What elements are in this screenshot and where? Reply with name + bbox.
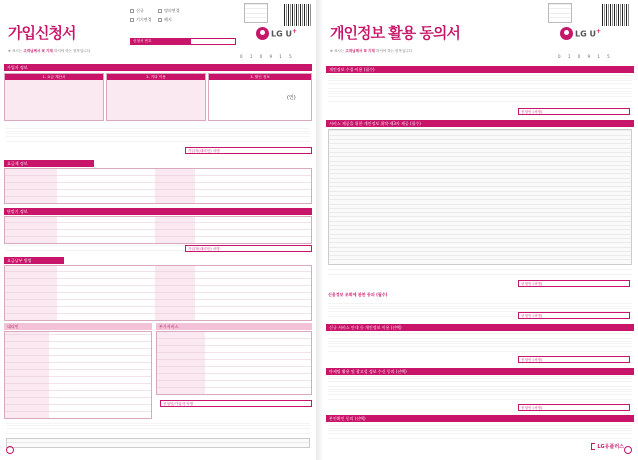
section-applicant: 가입자 정보 — [4, 64, 312, 71]
lgu-logo-icon-2 — [560, 27, 573, 40]
section-device: 단말기 정보 — [4, 208, 312, 215]
consent-section-5: 마케팅 활용 및 광고성 정보 수신 동의 (선택) — [326, 368, 634, 375]
consent-sign-2[interactable]: 신청인 (서명) — [518, 280, 630, 287]
form-number-field[interactable] — [190, 38, 236, 45]
consent-section-2: 서비스 제공을 위한 개인정보 위탁·제3자 제공 (필수) — [326, 120, 634, 127]
panel-billing: 1. 요금 계산서 — [4, 73, 104, 121]
consent-sign-4[interactable]: 신청인 (서명) — [518, 356, 630, 363]
circle-marker-2 — [624, 446, 632, 454]
consent-text-4 — [328, 332, 632, 354]
check-cancel[interactable]: 해지 — [158, 17, 172, 23]
lgu-logo-icon — [256, 27, 269, 40]
office-stamp-grid — [244, 3, 268, 23]
section-plan: 요금제 정보 — [4, 160, 94, 167]
consent-section-6: 본인확인 동의 (선택) — [326, 415, 634, 422]
date-signature-row — [6, 438, 310, 448]
signature-field-3[interactable]: 신청인/가입자 서명 — [160, 400, 312, 407]
barcode — [284, 4, 312, 26]
consent-sign-3[interactable]: 신청인 (서명) — [518, 312, 630, 319]
footer-brand: LG유플러스 — [591, 443, 624, 450]
device-table — [4, 216, 312, 244]
office-stamp-grid-2 — [548, 3, 572, 23]
serial-number: 0 1 0 9 1 5 — [240, 54, 295, 59]
consent-section-1: 개인정보 수집·이용 (필수) — [326, 66, 634, 73]
consent-text-5 — [328, 376, 632, 402]
panel-discount: 3. 할인 정보 — [208, 73, 312, 121]
plan-table — [4, 168, 312, 204]
lgu-logo-2: LG U+ — [560, 27, 601, 40]
panel-other: 2. 기타 이용 — [106, 73, 206, 121]
section-additional: 부가서비스 — [156, 323, 312, 330]
payment-table — [4, 265, 312, 321]
lgu-logo: LG U+ — [256, 27, 297, 40]
check-device[interactable]: 기기변경 — [130, 17, 151, 23]
consent-text-2 — [328, 267, 632, 277]
serial-number-2: 0 1 0 9 1 5 — [558, 54, 613, 59]
section-agent: 대리인 — [4, 323, 152, 330]
circle-marker — [6, 446, 14, 454]
consent-title: 개인정보 활용 동의서 — [330, 24, 460, 42]
signature-field-2[interactable]: 가입자(대리인) 서명 — [185, 245, 312, 252]
third-party-table — [328, 129, 632, 265]
consent-notice: ※ 표시는 고객님께서 꼭 기재 하셔야 하는 항목입니다 — [330, 49, 412, 53]
consent-section-4: 신규 서비스 안내 등 개인정보 이용 (선택) — [326, 324, 634, 331]
consent-text-6 — [328, 423, 632, 441]
form-number-label: 신청서 번호 — [130, 38, 190, 45]
agent-table — [4, 331, 152, 419]
check-transfer[interactable]: 명의변경 — [158, 8, 179, 14]
notice-text: ※ 표시는 고객님께서 꼭 기재 하셔야 하는 항목입니다 — [8, 49, 90, 53]
form-title: 가입신청서 — [8, 24, 76, 42]
terms-text-3 — [6, 422, 310, 436]
consent-text-1 — [328, 74, 632, 104]
additional-table — [156, 331, 312, 395]
consent-section-3: 신용정보 조회에 관한 동의 (필수) — [328, 292, 388, 297]
application-form-page — [0, 0, 316, 460]
signature-field-1[interactable]: 가입자(대리인) 서명 — [185, 147, 312, 154]
privacy-consent-page — [322, 0, 638, 460]
consent-sign-1[interactable]: 신청인 (서명) — [518, 108, 630, 115]
section-payment: 요금납부 방법 — [4, 257, 64, 264]
barcode-2 — [602, 4, 630, 26]
check-new[interactable]: 신규 — [130, 8, 144, 14]
seal-mark: (인) — [287, 95, 296, 101]
consent-sign-5[interactable]: 신청인 (서명) — [518, 404, 630, 411]
terms-text-1 — [6, 124, 310, 144]
